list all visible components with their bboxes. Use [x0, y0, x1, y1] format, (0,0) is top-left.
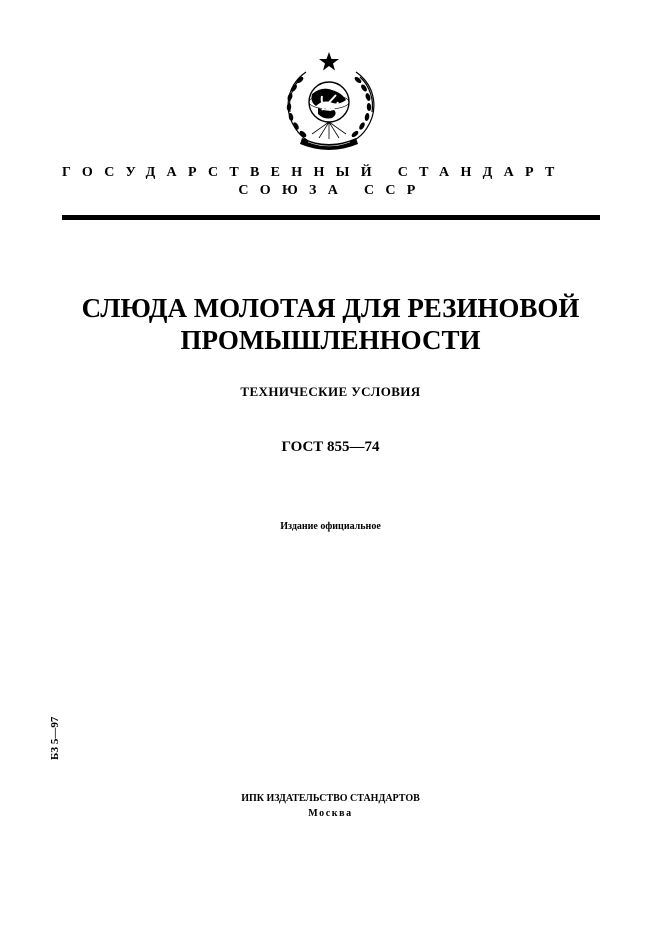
document-title-line2: ПРОМЫШЛЕННОСТИ [180, 325, 481, 355]
publisher-name: ИПК ИЗДАТЕЛЬСТВО СТАНДАРТОВ [241, 793, 420, 804]
document-title-line1: СЛЮДА МОЛОТАЯ ДЛЯ РЕЗИНОВОЙ [81, 293, 580, 323]
document-subtitle: ТЕХНИЧЕСКИЕ УСЛОВИЯ [240, 384, 421, 399]
ussr-state-emblem-icon [272, 50, 386, 156]
header-divider [62, 215, 600, 220]
standard-number: ГОСТ 855—74 [281, 439, 380, 455]
header-title-line2: СОЮЗА ССР [238, 183, 427, 198]
document-title [0, 292, 661, 356]
publisher-city: Москва [308, 808, 353, 819]
side-catalog-code: БЗ 5—97 [49, 716, 61, 760]
header-title-line1: ГОСУДАРСТВЕННЫЙ СТАНДАРТ [62, 165, 566, 180]
edition-label: Издание официальное [280, 521, 381, 532]
